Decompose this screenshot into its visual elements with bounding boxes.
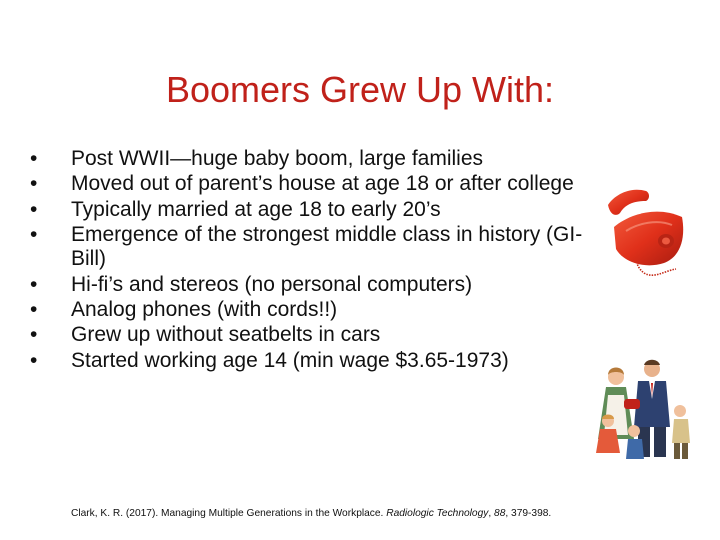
bullet-marker: •	[30, 222, 38, 246]
bullet-marker: •	[30, 272, 38, 296]
bullet-marker: •	[30, 323, 38, 347]
bullet-text: Grew up without seatbelts in cars	[71, 323, 381, 347]
bullet-item	[30, 198, 590, 223]
bullet-item	[30, 273, 590, 298]
bullet-marker: •	[30, 147, 38, 170]
bullet-item	[30, 223, 590, 272]
bullet-item	[30, 298, 590, 323]
bullet-item	[30, 323, 590, 348]
bullet-marker: •	[30, 172, 38, 196]
bullet-text: Post WWII—huge baby boom, large families	[71, 147, 484, 170]
slide-title: Boomers Grew Up With:	[165, 69, 555, 110]
bullet-marker: •	[30, 197, 38, 221]
bullet-text: Typically married at age 18 to early 20’s	[71, 197, 441, 221]
citation-separator: ,	[488, 508, 495, 519]
citation-pages: , 379-398.	[505, 508, 552, 519]
bullet-item	[30, 147, 590, 172]
bullet-text: Hi-fi’s and stereos (no personal computers)	[71, 272, 473, 296]
bullet-text: Emergence of the strongest middle class in history (GI-Bill)	[71, 222, 583, 271]
bullet-text: Started working age 14 (min wage $3.65-1973)	[71, 348, 509, 372]
red-telephone-icon	[606, 183, 692, 283]
citation	[71, 508, 551, 519]
bullet-item	[30, 349, 590, 374]
bullet-item	[30, 172, 590, 197]
bullet-marker: •	[30, 297, 38, 321]
citation-journal: Radiologic Technology	[386, 508, 489, 519]
citation-text: Clark, K. R. (2017). Managing Multiple Generations in the Workplace.	[71, 508, 387, 519]
bullet-text: Analog phones (with cords!!)	[71, 297, 338, 321]
family-illustration-icon	[588, 355, 698, 465]
bullet-marker: •	[30, 348, 38, 372]
bullet-list	[30, 147, 590, 374]
bullet-text: Moved out of parent’s house at age 18 or after college	[71, 172, 574, 196]
citation-volume: 88	[494, 508, 506, 519]
